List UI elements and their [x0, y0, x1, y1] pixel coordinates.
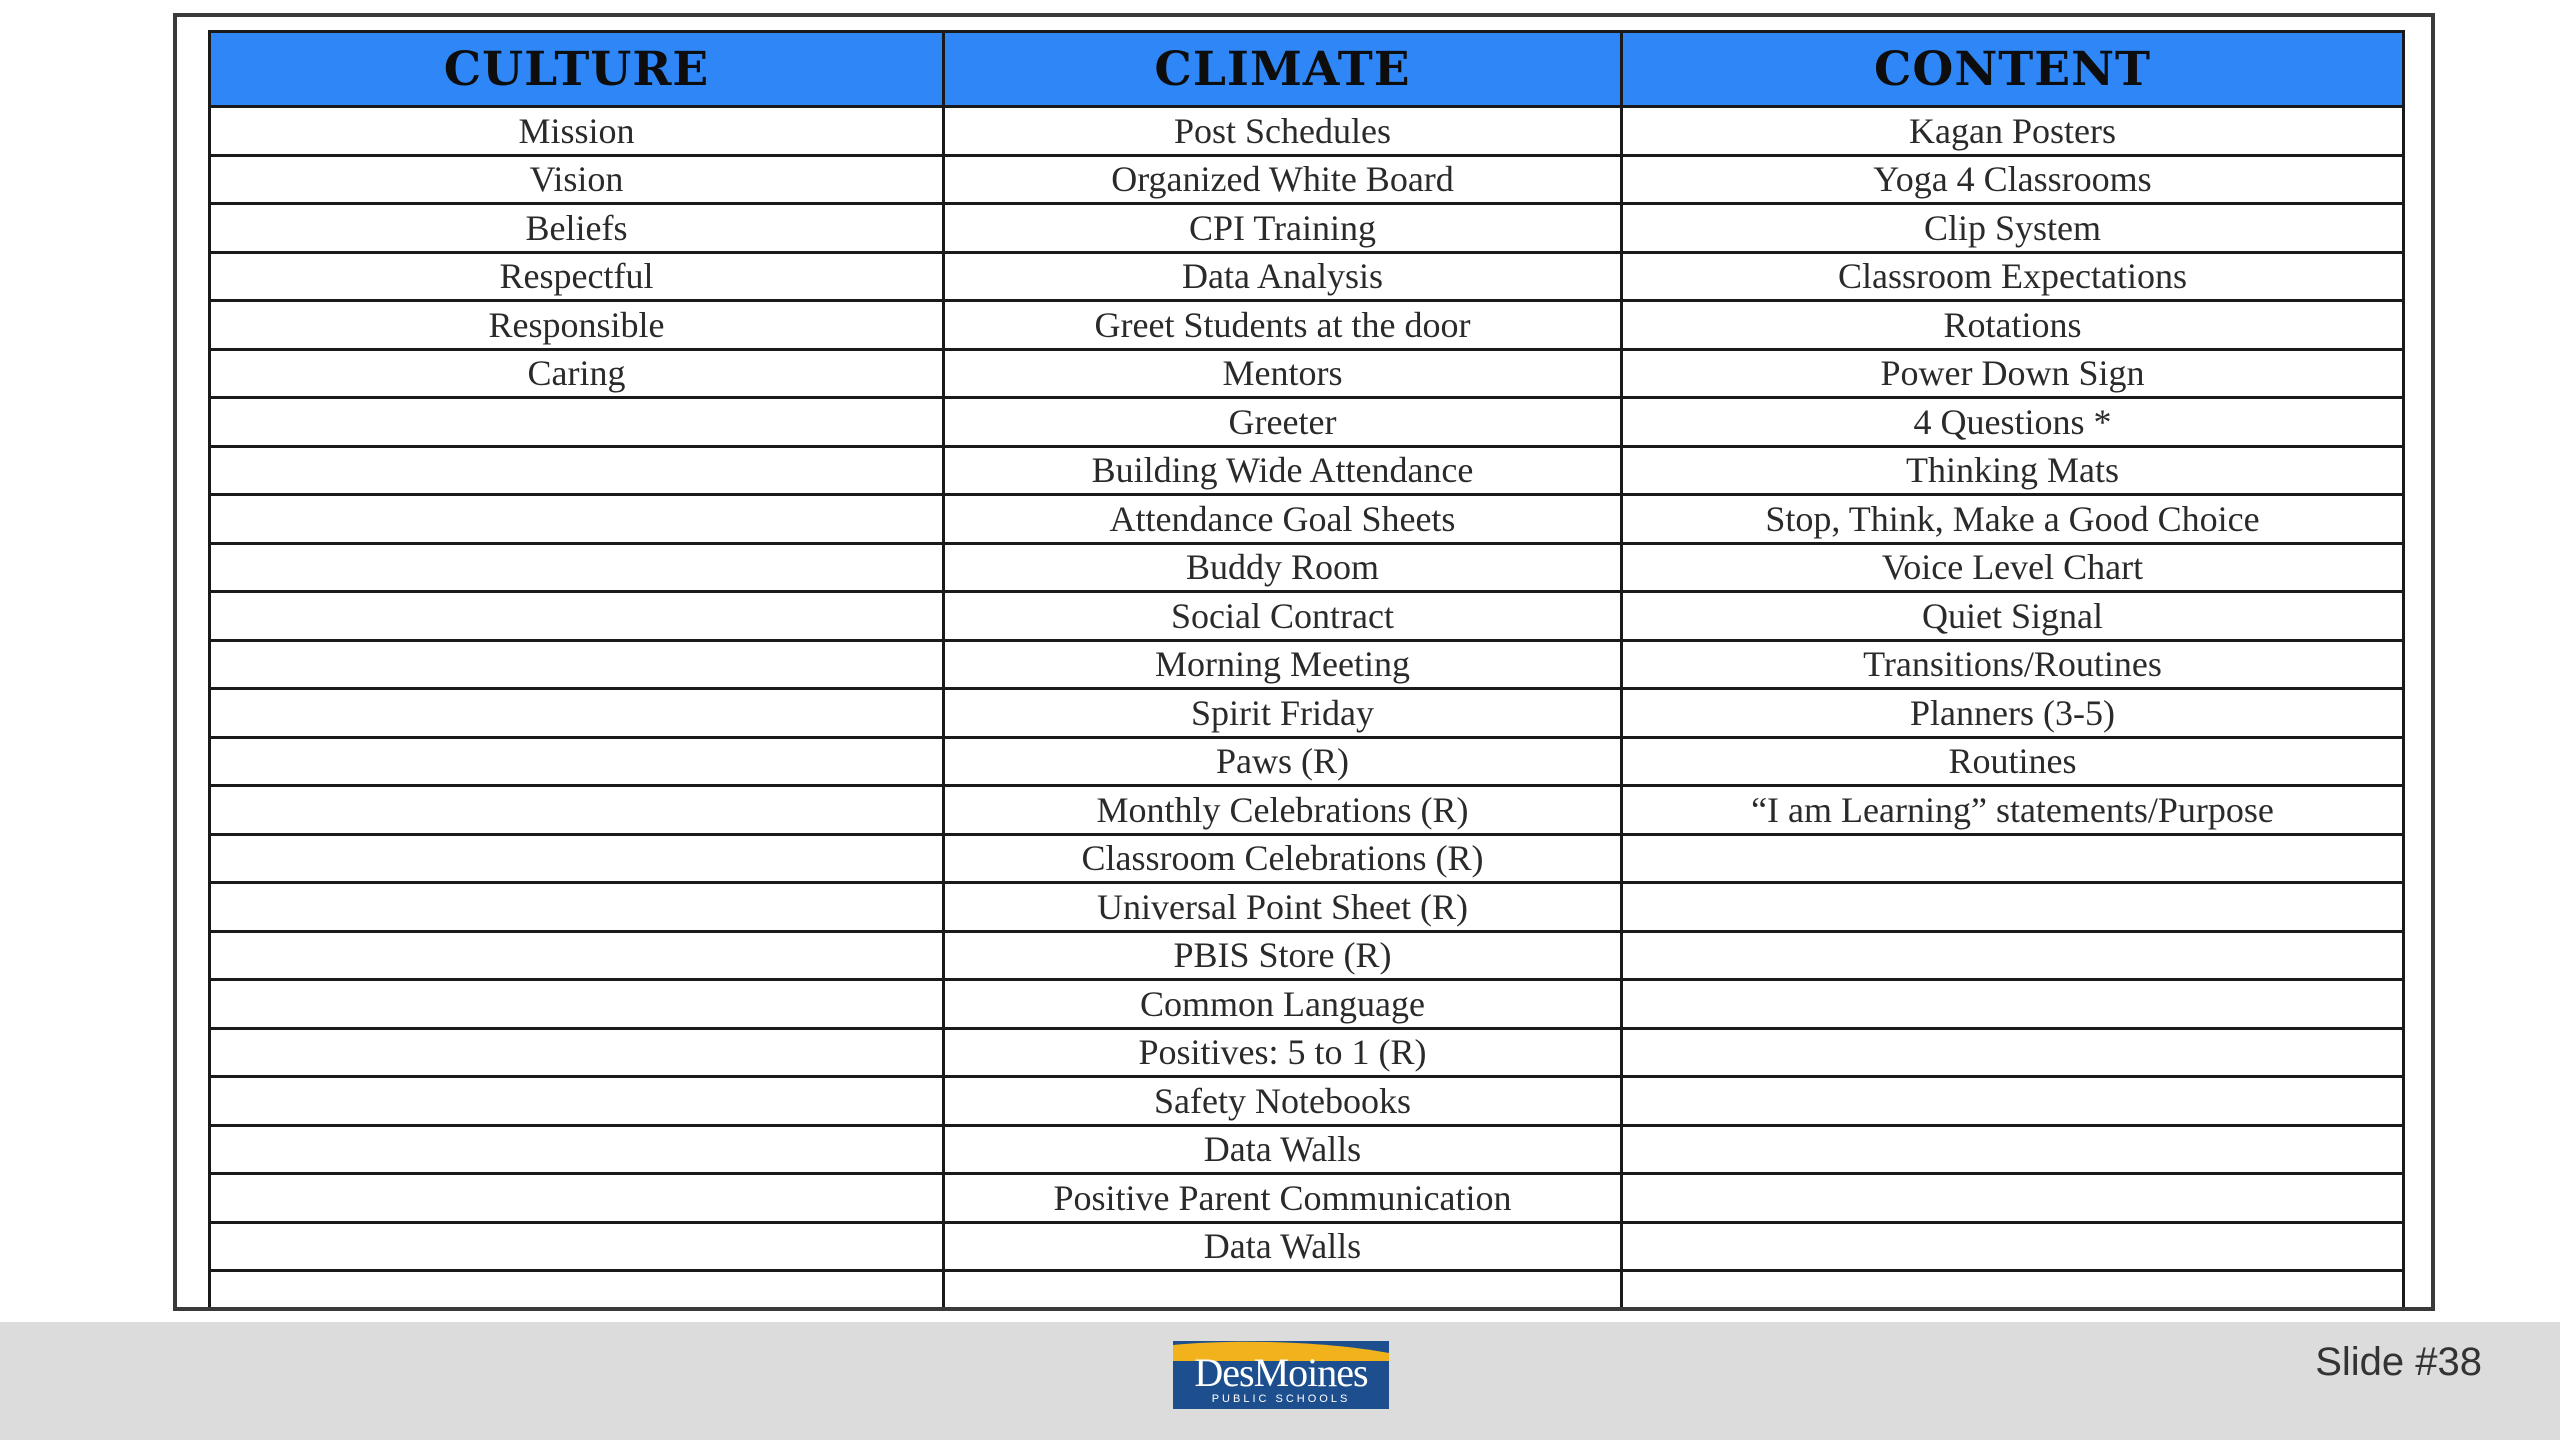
culture-cell: Mission [210, 107, 944, 156]
content-cell: Rotations [1622, 301, 2404, 350]
culture-cell [210, 1077, 944, 1126]
climate-cell: Classroom Celebrations (R) [944, 834, 1622, 883]
culture-cell [210, 1028, 944, 1077]
culture-cell [210, 980, 944, 1029]
culture-cell: Caring [210, 349, 944, 398]
table-row [210, 931, 2404, 980]
content-cell: Voice Level Chart [1622, 543, 2404, 592]
climate-cell: Positives: 5 to 1 (R) [944, 1028, 1622, 1077]
content-cell: “I am Learning” statements/Purpose [1622, 786, 2404, 835]
table-row [210, 543, 2404, 592]
table-row [210, 980, 2404, 1029]
climate-cell: Positive Parent Communication [944, 1174, 1622, 1223]
slide-number: Slide #38 [2315, 1340, 2482, 1384]
table-row [210, 155, 2404, 204]
content-cell: 4 Questions * [1622, 398, 2404, 447]
culture-cell: Beliefs [210, 204, 944, 253]
culture-cell [210, 495, 944, 544]
climate-cell: Greeter [944, 398, 1622, 447]
climate-cell: Buddy Room [944, 543, 1622, 592]
climate-cell: Data Analysis [944, 252, 1622, 301]
table-row [210, 252, 2404, 301]
climate-cell: PBIS Store (R) [944, 931, 1622, 980]
climate-cell: Mentors [944, 349, 1622, 398]
table-row [210, 107, 2404, 156]
culture-cell [210, 689, 944, 738]
climate-cell: Attendance Goal Sheets [944, 495, 1622, 544]
content-cell: Classroom Expectations [1622, 252, 2404, 301]
header-content: CONTENT [1622, 32, 2404, 107]
culture-cell: Vision [210, 155, 944, 204]
culture-cell [210, 543, 944, 592]
climate-cell: Organized White Board [944, 155, 1622, 204]
table-body [210, 107, 2404, 1312]
table-row [210, 834, 2404, 883]
table-row [210, 446, 2404, 495]
table-row [210, 1125, 2404, 1174]
content-cell [1622, 1077, 2404, 1126]
culture-cell [210, 640, 944, 689]
culture-cell [210, 1222, 944, 1271]
header-climate: CLIMATE [944, 32, 1622, 107]
climate-cell: Universal Point Sheet (R) [944, 883, 1622, 932]
content-cell: Power Down Sign [1622, 349, 2404, 398]
content-cell: Quiet Signal [1622, 592, 2404, 641]
header-row [210, 32, 2404, 107]
content-cell [1622, 883, 2404, 932]
content-cell: Kagan Posters [1622, 107, 2404, 156]
content-cell [1622, 931, 2404, 980]
table-row [210, 1077, 2404, 1126]
table-row [210, 1028, 2404, 1077]
table-row [210, 398, 2404, 447]
culture-cell [210, 786, 944, 835]
header-culture: CULTURE [210, 32, 944, 107]
table-frame [173, 13, 2435, 1311]
climate-cell: CPI Training [944, 204, 1622, 253]
table-row [210, 737, 2404, 786]
culture-cell [210, 931, 944, 980]
content-cell [1622, 1174, 2404, 1223]
table-row [210, 689, 2404, 738]
framework-table [208, 30, 2405, 1311]
climate-cell: Data Walls [944, 1222, 1622, 1271]
content-cell: Transitions/Routines [1622, 640, 2404, 689]
table-row [210, 1271, 2404, 1312]
table-row [210, 495, 2404, 544]
content-cell [1622, 1271, 2404, 1312]
des-moines-logo [1173, 1341, 1389, 1409]
climate-cell: Morning Meeting [944, 640, 1622, 689]
logo-subtitle: PUBLIC SCHOOLS [1211, 1393, 1351, 1405]
content-cell [1622, 1125, 2404, 1174]
culture-cell [210, 592, 944, 641]
climate-cell: Greet Students at the door [944, 301, 1622, 350]
content-cell: Clip System [1622, 204, 2404, 253]
table-row [210, 786, 2404, 835]
culture-cell [210, 1125, 944, 1174]
culture-cell: Respectful [210, 252, 944, 301]
table-row [210, 204, 2404, 253]
climate-cell: Data Walls [944, 1125, 1622, 1174]
table-row [210, 1222, 2404, 1271]
content-cell: Yoga 4 Classrooms [1622, 155, 2404, 204]
climate-cell: Spirit Friday [944, 689, 1622, 738]
climate-cell: Building Wide Attendance [944, 446, 1622, 495]
climate-cell: Paws (R) [944, 737, 1622, 786]
culture-cell: Responsible [210, 301, 944, 350]
climate-cell: Common Language [944, 980, 1622, 1029]
culture-cell [210, 1174, 944, 1223]
table-row [210, 301, 2404, 350]
table-row [210, 883, 2404, 932]
climate-cell [944, 1271, 1622, 1312]
content-cell [1622, 980, 2404, 1029]
culture-cell [210, 834, 944, 883]
content-cell: Stop, Think, Make a Good Choice [1622, 495, 2404, 544]
content-cell [1622, 834, 2404, 883]
table-row [210, 349, 2404, 398]
content-cell [1622, 1028, 2404, 1077]
climate-cell: Safety Notebooks [944, 1077, 1622, 1126]
logo-wordmark: DesMoines [1194, 1350, 1368, 1395]
content-cell [1622, 1222, 2404, 1271]
climate-cell: Social Contract [944, 592, 1622, 641]
culture-cell [210, 446, 944, 495]
content-cell: Thinking Mats [1622, 446, 2404, 495]
table-row [210, 592, 2404, 641]
content-cell: Planners (3-5) [1622, 689, 2404, 738]
culture-cell [210, 883, 944, 932]
table-row [210, 640, 2404, 689]
table-row [210, 1174, 2404, 1223]
content-cell: Routines [1622, 737, 2404, 786]
climate-cell: Post Schedules [944, 107, 1622, 156]
culture-cell [210, 1271, 944, 1312]
culture-cell [210, 737, 944, 786]
climate-cell: Monthly Celebrations (R) [944, 786, 1622, 835]
culture-cell [210, 398, 944, 447]
